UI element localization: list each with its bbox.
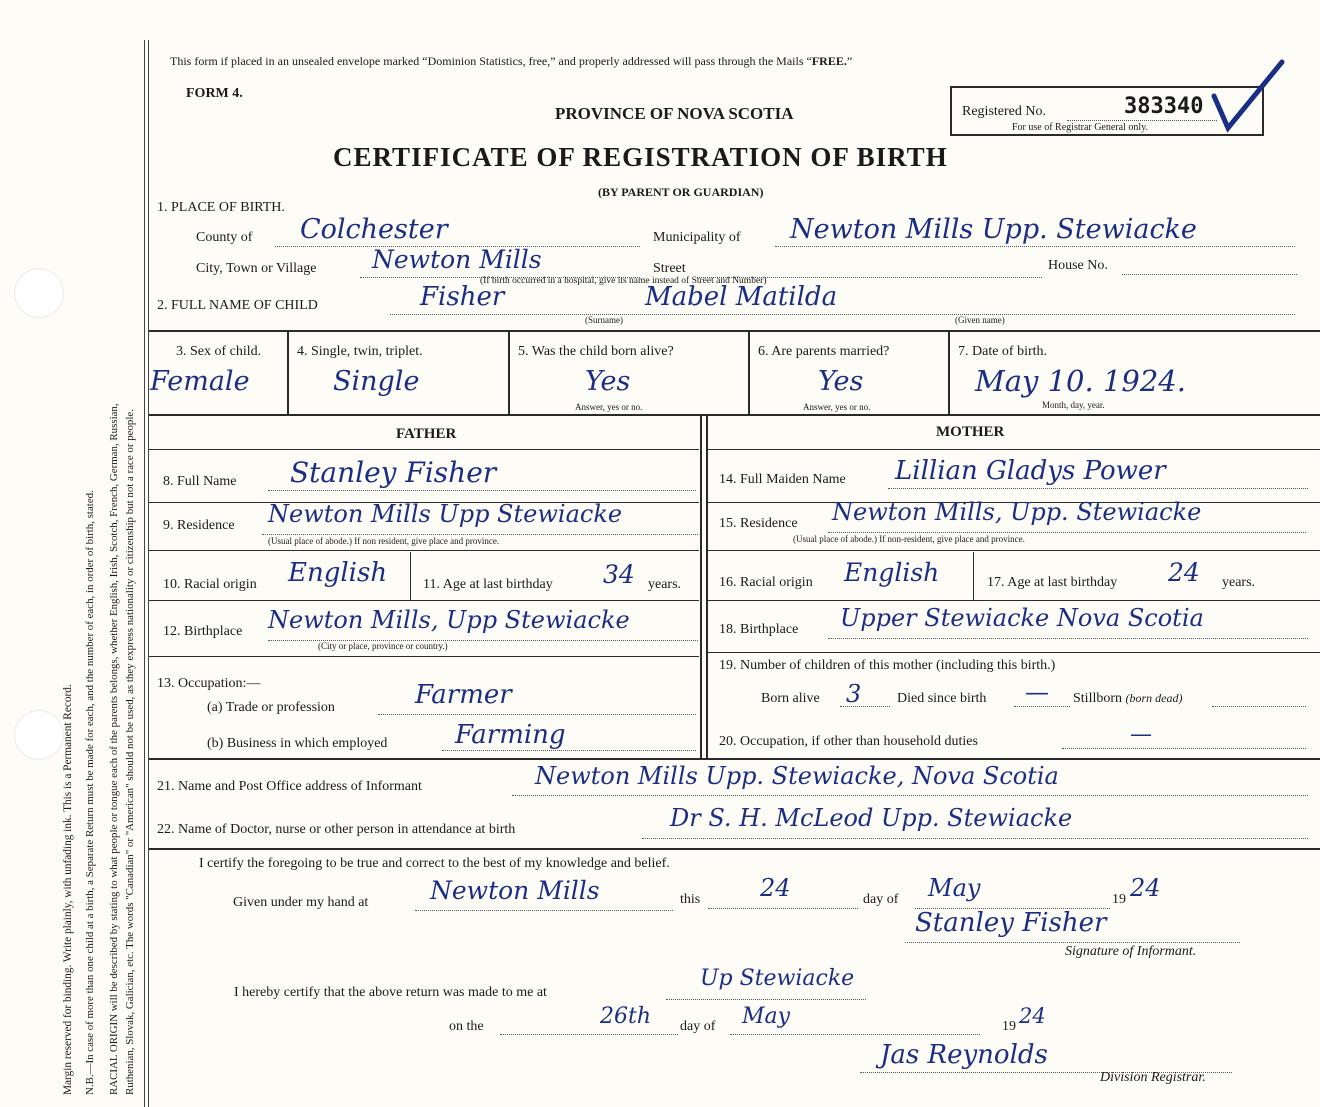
born-alive-note: Answer, yes or no.: [575, 402, 643, 412]
certificate-title: CERTIFICATE OF REGISTRATION OF BIRTH: [333, 142, 948, 172]
given-name-note: (Given name): [955, 315, 1005, 325]
row3-div-2: [508, 332, 510, 414]
born-alive-count-value: 3: [846, 680, 862, 708]
mother-race-value: English: [844, 558, 940, 587]
business-line: [442, 750, 696, 751]
mother-name-line: [888, 488, 1308, 489]
certify-text: I certify the foregoing to be true and correct to the best of my knowledge and belief.: [199, 856, 670, 871]
rule-2: [149, 414, 1320, 416]
father-name-line: [268, 490, 696, 491]
trade-label: (a) Trade or profession: [207, 700, 335, 715]
died-since-birth-value: —: [1025, 678, 1049, 706]
mother-residence-label: 15. Residence: [719, 516, 798, 531]
given-day-value: 24: [760, 874, 791, 902]
center-divider-b: [706, 416, 708, 758]
mother-race-div: [973, 552, 974, 600]
margin-note-4: Ruthenian, Slovak, Galician, etc. The words "Canadian" or "American" should not be used, as they express nationality or citizenship but not a race or people.: [124, 409, 136, 1095]
father-age-value: 34: [603, 560, 635, 589]
municipality-line: [775, 246, 1295, 247]
registered-label: Registered No.: [962, 104, 1046, 119]
father-name-value: Stanley Fisher: [290, 456, 497, 489]
given-month-value: May: [928, 874, 981, 902]
born-alive-label: 5. Was the child born alive?: [518, 344, 674, 359]
mother-birthplace-value: Upper Stewiacke Nova Scotia: [840, 604, 1204, 632]
mother-name-value: Lillian Gladys Power: [895, 456, 1166, 486]
father-heading-rule: [149, 449, 699, 450]
city-label: City, Town or Village: [196, 261, 317, 276]
registrar-certify-text: I hereby certify that the above return was made to me at: [234, 985, 547, 1000]
registered-line: [1067, 120, 1217, 121]
county-value: Colchester: [300, 214, 448, 245]
margin-note-3: RACIAL ORIGIN will be described by stating to what people or tongue each of the parents belongs, whether English, Irish, Scotch, French, German, Russian,: [108, 403, 120, 1095]
mail-note-text: This form if placed in an unsealed envelope marked “Dominion Statistics, free,” and properly addressed will pass through the Mails “: [170, 54, 812, 68]
attendant-label: 22. Name of Doctor, nurse or other person in attendance at birth: [157, 822, 516, 837]
house-label: House No.: [1048, 258, 1108, 273]
mother-age-value: 24: [1168, 558, 1200, 587]
given-day-line: [708, 908, 858, 909]
house-line: [1122, 274, 1297, 275]
municipality-value: Newton Mills Upp. Stewiacke: [790, 214, 1197, 245]
registrar-day-line: [500, 1034, 678, 1035]
registrar-year-prefix: 19: [1002, 1019, 1016, 1034]
given-dayof-label: day of: [863, 892, 899, 907]
father-name-label: 8. Full Name: [163, 474, 237, 489]
place-of-birth-label: 1. PLACE OF BIRTH.: [157, 200, 285, 215]
child-given-name: Mabel Matilda: [645, 282, 838, 312]
street-label: Street: [653, 261, 686, 276]
given-place-value: Newton Mills: [430, 876, 600, 905]
plurality-value: Single: [333, 366, 420, 397]
trade-line: [378, 714, 696, 715]
given-under-label: Given under my hand at: [233, 895, 369, 910]
city-value: Newton Mills: [372, 245, 542, 274]
mother-birthplace-line: [828, 638, 1308, 639]
mother-heading: MOTHER: [936, 424, 1005, 440]
informant-label: 21. Name and Post Office address of Informant: [157, 779, 422, 794]
child-name-label: 2. FULL NAME OF CHILD: [157, 298, 318, 313]
row3-div-3: [748, 332, 750, 414]
stillborn-label: [1073, 691, 1183, 707]
given-year-value: 24: [1130, 874, 1161, 902]
row3-div-4: [948, 332, 950, 414]
trade-value: Farmer: [415, 680, 512, 710]
parents-married-note: Answer, yes or no.: [803, 402, 871, 412]
registrar-month-value: May: [742, 1004, 791, 1029]
registrar-year-value: 24: [1019, 1004, 1046, 1028]
died-since-birth-label: Died since birth: [897, 691, 987, 706]
informant-line: [512, 795, 1308, 796]
father-occupation-label: 13. Occupation:—: [157, 676, 261, 691]
registrar-month-line: [730, 1034, 980, 1035]
mother-name-label: 14. Full Maiden Name: [719, 472, 846, 487]
mail-note-free: FREE.: [811, 54, 847, 68]
father-age-label: 11. Age at last birthday: [423, 577, 553, 592]
check-mark-icon: [1210, 58, 1290, 143]
registered-number: 383340: [1124, 94, 1204, 119]
registrar-day-value: 26th: [600, 1004, 652, 1029]
father-birthplace-value: Newton Mills, Upp Stewiacke: [268, 606, 630, 634]
registered-box: [950, 86, 1264, 136]
center-divider-a: [700, 416, 702, 758]
binding-hole-bottom: [14, 710, 64, 760]
father-rule-4: [149, 656, 699, 657]
dob-label: 7. Date of birth.: [958, 344, 1048, 359]
this-label: this: [680, 892, 701, 907]
mother-rule-4: [708, 652, 1320, 653]
father-residence-label: 9. Residence: [163, 518, 235, 533]
business-value: Farming: [455, 720, 566, 750]
business-label: (b) Business in which employed: [207, 736, 388, 751]
attendant-value: Dr S. H. McLeod Upp. Stewiacke: [670, 804, 1073, 832]
rule-3: [149, 758, 1320, 760]
sex-label: 3. Sex of child.: [176, 344, 262, 359]
mother-residence-value: Newton Mills, Upp. Stewiacke: [832, 498, 1202, 526]
attendant-line: [642, 838, 1308, 839]
born-alive-value: Yes: [585, 366, 631, 397]
mother-heading-rule: [708, 449, 1320, 450]
father-heading: FATHER: [396, 426, 457, 442]
sex-value: Female: [150, 366, 250, 397]
registrar-signature: Jas Reynolds: [880, 1040, 1048, 1070]
given-year-prefix: 19: [1112, 892, 1126, 907]
father-birthplace-note: (City or place, province or country.): [318, 641, 448, 651]
mother-birthplace-label: 18. Birthplace: [719, 622, 799, 637]
rule-4: [149, 848, 1320, 850]
registered-note: For use of Registrar General only.: [1012, 122, 1148, 133]
father-race-label: 10. Racial origin: [163, 577, 257, 592]
form-number: FORM 4.: [186, 86, 243, 101]
province-heading: PROVINCE OF NOVA SCOTIA: [555, 104, 794, 123]
child-surname: Fisher: [420, 282, 505, 312]
margin-note-1: Margin reserved for binding. Write plainly, with unfading ink. This is a Permanent Record.: [62, 684, 74, 1095]
row3-div-1: [287, 332, 289, 414]
stillborn-text: Stillborn: [1073, 691, 1123, 706]
parents-married-value: Yes: [818, 366, 864, 397]
mother-age-label: 17. Age at last birthday: [987, 575, 1118, 590]
given-place-line: [415, 910, 673, 911]
municipality-label: Municipality of: [653, 230, 741, 245]
certificate-subtitle: (BY PARENT OR GUARDIAN): [598, 185, 764, 199]
margin-border-inner: [148, 40, 149, 1107]
father-residence-note: (Usual place of abode.) If non resident, give place and province.: [268, 536, 500, 546]
informant-signature-label: Signature of Informant.: [1065, 944, 1197, 959]
informant-signature: Stanley Fisher: [915, 908, 1107, 938]
binding-hole-top: [14, 268, 64, 318]
registrar-place-value: Up Stewiacke: [700, 966, 855, 991]
father-years-label: years.: [648, 577, 682, 592]
mother-residence-line: [828, 532, 1306, 533]
registrar-title: Division Registrar.: [1100, 1070, 1206, 1085]
father-birthplace-label: 12. Birthplace: [163, 624, 243, 639]
mother-occupation-line: [1062, 748, 1306, 749]
informant-signature-line: [905, 942, 1240, 943]
surname-note: (Surname): [585, 315, 623, 325]
died-since-birth-line: [1014, 706, 1070, 707]
mother-rule-3: [708, 600, 1320, 601]
father-rule-2: [149, 550, 699, 551]
father-race-div: [410, 552, 411, 600]
children-count-label: 19. Number of children of this mother (including this birth.): [719, 658, 1056, 673]
dob-note: Month, day, year.: [1042, 400, 1105, 410]
mail-note-end: ”: [846, 54, 853, 68]
margin-border: [144, 40, 145, 1107]
mother-occupation-label: 20. Occupation, if other than household duties: [719, 734, 978, 749]
registrar-dayof-label: day of: [680, 1019, 716, 1034]
parents-married-label: 6. Are parents married?: [758, 344, 890, 359]
registrar-on-label: on the: [449, 1019, 484, 1034]
father-residence-line: [262, 534, 698, 535]
registrar-place-line: [666, 999, 866, 1000]
street-note: (If birth occurred in a hospital, give its name instead of Street and Number): [480, 276, 767, 286]
stillborn-line: [1212, 706, 1306, 707]
father-rule-3: [149, 600, 699, 601]
rule-1: [149, 330, 1320, 332]
mother-rule-2: [708, 550, 1320, 551]
mother-occupation-value: —: [1130, 722, 1152, 747]
child-name-line: [390, 314, 1295, 315]
mother-race-label: 16. Racial origin: [719, 575, 813, 590]
mother-years-label: years.: [1222, 575, 1256, 590]
father-race-value: English: [288, 558, 388, 588]
county-label: County of: [196, 230, 253, 245]
stillborn-note: (born dead): [1125, 691, 1183, 705]
mother-residence-note: (Usual place of abode.) If non-resident, give place and province.: [793, 534, 1025, 544]
mail-note: [170, 54, 852, 69]
plurality-label: 4. Single, twin, triplet.: [297, 344, 423, 359]
born-alive-count-label: Born alive: [761, 691, 820, 706]
informant-value: Newton Mills Upp. Stewiacke, Nova Scotia: [535, 762, 1059, 790]
father-residence-value: Newton Mills Upp Stewiacke: [268, 500, 623, 528]
margin-note-2: N.B.—In case of more than one child at a birth, a Separate Return must be made for each, and the number of each, in order of birth, stated.: [84, 490, 96, 1095]
dob-value: May 10. 1924.: [975, 364, 1186, 398]
